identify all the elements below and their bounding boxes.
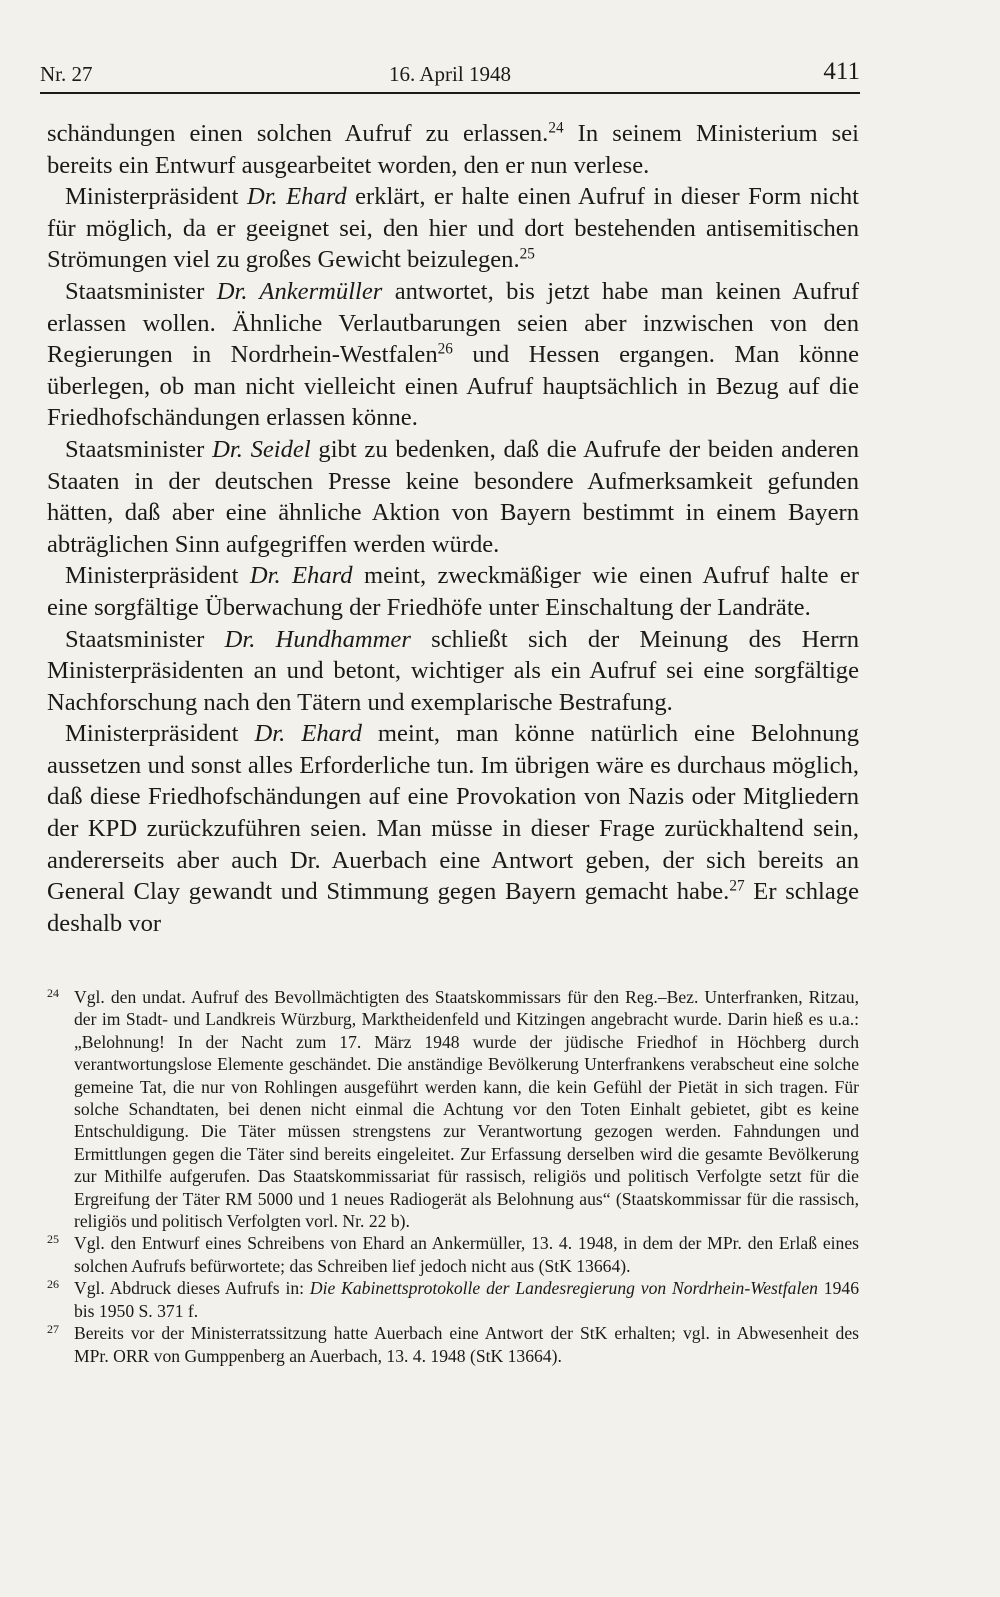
paragraph bbox=[47, 560, 859, 623]
text-run: Er schlage deshalb vor bbox=[47, 878, 859, 937]
issue-number: Nr. 27 bbox=[40, 62, 93, 86]
paragraph bbox=[47, 181, 859, 276]
text-run: schließt sich der Meinung des Herrn Ministerpräsidenten an und betont, wichtiger als ein Aufruf sei eine sorgfältige Nachforschung nach den Tätern und exemplarische Bestrafung. bbox=[47, 625, 859, 716]
speaker-name: Dr. Ankermüller bbox=[216, 277, 383, 305]
header-date: 16. April 1948 bbox=[389, 62, 511, 86]
footnote-ref: 27 bbox=[729, 877, 745, 895]
footnote-number: 25 bbox=[47, 1232, 59, 1247]
paragraph bbox=[47, 718, 859, 939]
paragraph bbox=[47, 118, 859, 181]
text-run: und Hessen ergangen. Man könne überlegen, ob man nicht vielleicht einen Aufruf hauptsächlich in Bezug auf die Friedhofschändungen erlassen könne. bbox=[47, 341, 859, 432]
text-run: Ministerpräsident bbox=[65, 720, 255, 748]
footnote-text: Vgl. Abdruck dieses Aufrufs in: bbox=[74, 1278, 310, 1299]
running-header bbox=[40, 52, 860, 94]
text-run: Ministerpräsident bbox=[65, 183, 247, 211]
footnote-ref: 25 bbox=[519, 246, 535, 263]
footnotes bbox=[47, 986, 859, 1367]
text-run: meint, zweckmäßiger wie einen Aufruf halte er eine sorgfältige Überwachung der Friedhöfe unter Einschaltung der Landräte. bbox=[47, 562, 859, 621]
paragraph bbox=[47, 276, 859, 434]
footnote bbox=[47, 1277, 859, 1322]
footnote-ref: 26 bbox=[437, 340, 453, 358]
text-run: Staatsminister bbox=[65, 277, 217, 305]
text-run: In seinem Ministerium sei bereits ein Entwurf ausgearbeitet worden, den er nun verlese. bbox=[47, 120, 859, 179]
text-run: antwortet, bis jetzt habe man keinen Aufruf erlassen wollen. Ähnliche Verlautbarungen seien aber inzwischen von den Regierungen in Nordrhein-Westfalen bbox=[47, 277, 860, 369]
footnote-text: Vgl. den undat. Aufruf des Bevollmächtigten des Staatskommissars für den Reg.–Bez. Unterfranken, Ritzau, der im Stadt- und Landkreis Würzburg, Marktheidenfeld und Kitzingen angebracht wurde. Darin hieß es u.a.: „Belohnung! In der Nacht zum 17. März 1948 wurde der jüdische Friedhof in Höchberg durch verantwortungslose Elemente geschändet. Die anständige Bevölkerung Unterfrankens verabscheut eine solche gemeine Tat, die nur von Rohlingen ausgeführt werden kann, die kein Gefühl der Pietät in sich tragen. Für solche Schandtaten, bei denen nicht einmal die Achtung vor den Toten Einhalt gebietet, gibt es keine Entschuldigung. Die Täter müssen strengstens zur Verantwortung gezogen werden. Fahndungen und Ermittlungen gegen die Täter sind bereits eingeleitet. Zur Erfassung derselben wird die gesamte Bevölkerung zur Mithilfe aufgerufen. Das Staatskommissariat für rassisch, religiös und politisch Verfolgte setzt für die Ergreifung der Täter RM 5000 und 1 neues Radiogerät als Belohnung aus“ (Staatskommissar für die rassisch, religiös und politisch Verfolgten vorl. Nr. 22 b). bbox=[74, 987, 859, 1232]
paragraph bbox=[47, 434, 859, 560]
text-run: Staatsminister bbox=[65, 625, 225, 653]
footnote-number: 27 bbox=[47, 1322, 59, 1337]
footnote-number: 26 bbox=[47, 1277, 59, 1292]
speaker-name: Dr. Seidel bbox=[212, 435, 311, 463]
cited-title: Die Kabinettsprotokolle der Landesregierung von Nordrhein-Westfalen bbox=[309, 1278, 818, 1299]
text-run: gibt zu bedenken, daß die Aufrufe der beiden anderen Staaten in der deutschen Presse keine besondere Aufmerksamkeit gefunden hätten, daß aber eine ähnliche Aktion von Bayern bestimmt in einem Bayern abträglichen Sinn aufgegriffen werden würde. bbox=[47, 435, 860, 558]
text-run: schändungen einen solchen Aufruf zu erlassen. bbox=[47, 120, 549, 147]
speaker-name: Dr. Ehard bbox=[254, 720, 362, 748]
text-run: meint, man könne natürlich eine Belohnung aussetzen und sonst alles Erforderliche tun. Im übrigen wäre es durchaus möglich, daß diese Friedhofschändungen auf eine Provokation von Nazis oder Mitgliedern der KPD zurückzuführen seien. Man müsse in dieser Frage zurückhaltend sein, andererseits aber auch Dr. Auerbach eine Antwort geben, der sich bereits an General Clay gewandt und Stimmung gegen Bayern gemacht habe. bbox=[47, 720, 859, 906]
main-text bbox=[47, 118, 859, 939]
paragraph bbox=[47, 624, 859, 719]
text-run: erklärt, er halte einen Aufruf in dieser Form nicht für möglich, da er geeignet sei, den hier und dort bestehenden antisemitischen Strömungen viel zu großes Gewicht beizulegen. bbox=[47, 183, 859, 274]
text-run: Ministerpräsident bbox=[65, 562, 250, 590]
footnote-number: 24 bbox=[47, 986, 59, 1000]
footnote-text: 1946 bis 1950 S. 371 f. bbox=[74, 1278, 859, 1321]
speaker-name: Dr. Ehard bbox=[249, 562, 353, 590]
text-run: Staatsminister bbox=[65, 435, 213, 463]
footnote bbox=[47, 1322, 859, 1367]
footnote-text: Vgl. den Entwurf eines Schreibens von Ehard an Ankermüller, 13. 4. 1948, in dem der MPr. den Erlaß eines solchen Aufrufs befürwortete; das Schreiben lief jedoch nicht aus (StK 13664). bbox=[74, 1233, 859, 1276]
footnote-ref: 24 bbox=[548, 119, 564, 137]
footnote bbox=[47, 986, 859, 1232]
page-number: 411 bbox=[823, 58, 860, 85]
footnote-text: Bereits vor der Ministerratssitzung hatte Auerbach eine Antwort der StK erhalten; vgl. in Abwesenheit des MPr. ORR von Gumppenberg an Auerbach, 13. 4. 1948 (StK 13664). bbox=[74, 1323, 859, 1366]
speaker-name: Dr. Hundhammer bbox=[224, 625, 411, 653]
speaker-name: Dr. Ehard bbox=[246, 183, 347, 211]
footnote bbox=[47, 1232, 859, 1277]
